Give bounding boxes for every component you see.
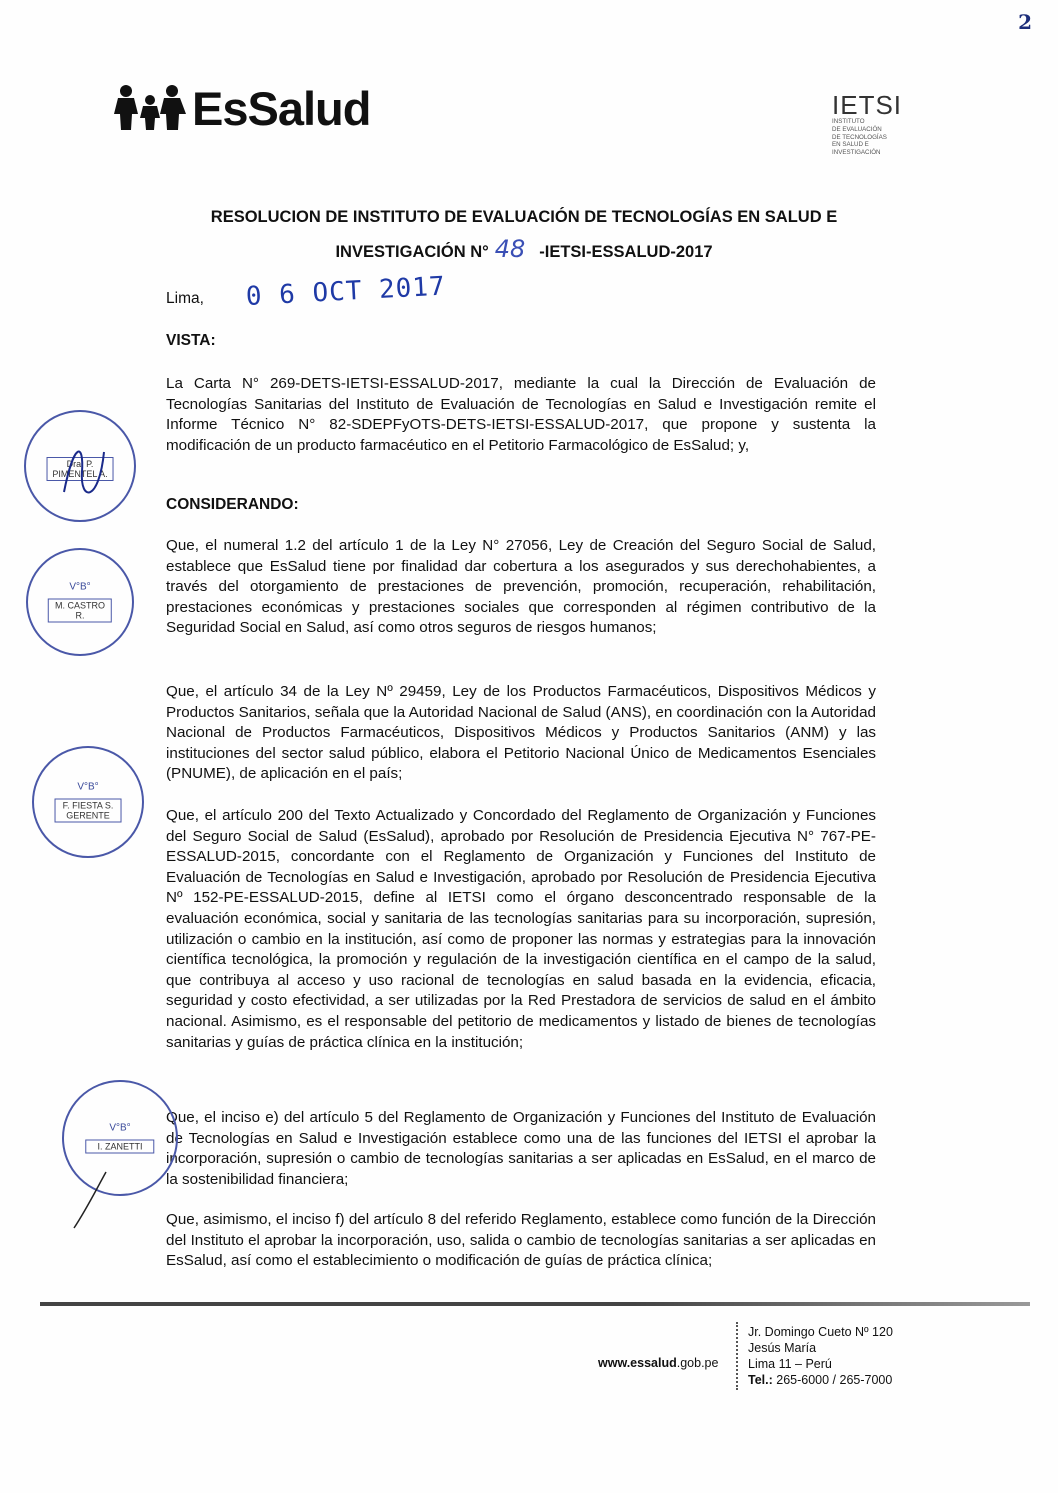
date-stamp: 0 6 OCT 2017 (245, 271, 447, 312)
stamp-vb: V°B° (109, 1122, 131, 1134)
stamp-name: F. FIESTA S. GERENTE (55, 799, 122, 823)
signature-mark (66, 1170, 116, 1230)
essalud-logo (112, 82, 371, 135)
address-line: Lima 11 – Perú (748, 1357, 832, 1371)
phone-value: 265-6000 / 265-7000 (772, 1373, 893, 1387)
stamp-vb: V°B° (77, 781, 99, 793)
ietsi-subtitle-line: INVESTIGACIÓN (832, 149, 881, 156)
ietsi-subtitle-line: DE TECNOLOGÍAS (832, 133, 887, 141)
considerando-heading: CONSIDERANDO: (166, 496, 299, 513)
place-label: Lima, (166, 290, 204, 307)
stamp-vb: V°B° (69, 581, 91, 593)
footer-divider-line (40, 1302, 1030, 1306)
ietsi-subtitle (832, 118, 907, 157)
page-number: 2 (1018, 10, 1032, 34)
website-link[interactable] (598, 1356, 718, 1370)
website-bold: www.essalud (598, 1356, 677, 1370)
ietsi-subtitle-line: EN SALUD E (832, 141, 869, 149)
stamp-name: M. CASTRO R. (48, 599, 112, 623)
paragraph-inciso-f: Que, asimismo, el inciso f) del artículo 8 del referido Reglamento, establece como función de la Dirección del Instituto el aprobar la incorporación, uso, salida o cambio de tecnologías sanitarias a ser aplicadas en EsSalud, así como el establecimiento o modificación de guías de práctica clínica; (166, 1211, 876, 1270)
paragraph-inciso-e: Que, el inciso e) del artículo 5 del Reglamento de Organización y Funciones del Instituto de Evaluación de Tecnologías en Salud e Investigación establece como una de las funciones del IETSI el aprobar la incorporación, supresión o cambio de tecnologías sanitarias a ser aplicadas en EsSalud, en el marco de la sostenibilidad financiera; (166, 1109, 876, 1188)
address-line: Jesús María (748, 1341, 817, 1355)
stamp-name: Dra. P. PIMENTEL A. (47, 457, 114, 481)
signature-mark (54, 432, 114, 512)
stamp-name: I. ZANETTI (85, 1140, 154, 1154)
phone-label: Tel.: (748, 1373, 773, 1387)
paragraph-ley-29459: Que, el artículo 34 de la Ley Nº 29459, Ley de los Productos Farmacéuticos, Dispositivos Médicos y Productos Sanitarios, señala que la Autoridad Nacional de Salud (ANS), en coordinación con la Autoridad Nacional de Productos Farmacéuticos, Dispositivos Médicos y Productos Sanitarios (ANM) y las instituciones del sector salud público, elabora el Petitorio Nacional Único de Medicamentos Esenciales (PNUME), de aplicación en el país; (166, 683, 876, 783)
ietsi-subtitle-line: DE EVALUACIÓN (832, 125, 882, 133)
title-suffix: -IETSI-ESSALUD-2017 (539, 243, 713, 261)
title-prefix: INVESTIGACIÓN N° (335, 243, 489, 261)
resolution-title-line1: RESOLUCION DE INSTITUTO DE EVALUACIÓN DE TECNOLOGÍAS EN SALUD E (210, 208, 838, 226)
address-line: Jr. Domingo Cueto Nº 120 (748, 1325, 893, 1339)
resolution-number: 48 (494, 235, 526, 263)
paragraph-ley-27056: Que, el numeral 1.2 del artículo 1 de la Ley N° 27056, Ley de Creación del Seguro Social de Salud, establece que EsSalud tiene por finalidad dar cobertura a los asegurados y sus derechohabientes, a través del otorgamiento de prestaciones de prevención, promoción, recuperación, rehabilitación, prestaciones económicas y prestaciones sociales que corresponden al régimen contributivo de la Seguridad Social en Salud, así como otros seguros de riesgos humanos; (166, 537, 876, 637)
footer-separator (736, 1322, 738, 1390)
resolution-title-line2 (160, 234, 888, 267)
family-icon (112, 84, 188, 132)
vista-paragraph: La Carta N° 269-DETS-IETSI-ESSALUD-2017, mediante la cual la Dirección de Evaluación de Tecnologías Sanitarias del Instituto de Evaluación de Tecnologías en Salud e Investigación remite el Informe Técnico N° 82-SDEPFyOTS-DETS-IETSI-ESSALUD-2017, que propone y sustenta la modificación de un producto farmacéutico en el Petitorio Farmacológico de EsSalud; y, (166, 375, 876, 454)
ietsi-name: IETSI (832, 90, 903, 120)
paragraph-articulo-200: Que, el artículo 200 del Texto Actualizado y Concordado del Reglamento de Organización y Funciones del Seguro Social de Salud (EsSalud), aprobado por Resolución de Presidencia Ejecutiva N° 767-PE-ESSALUD-2015, concordante con el Reglamento de Organización y Funciones del Instituto de Evaluación de Tecnologías en Salud e Investigación, aprobado por Resolución de Presidencia Ejecutiva Nº 152-PE-ESSALUD-2015, define al IETSI como el órgano desconcentrado responsable de la evaluación económica, social y sanitaria de las tecnologías sanitarias para su incorporación, supresión, utilización o cambio en la institución, así como de proponer las normas y estrategias para la innovación científica tecnológica, la promoción y regulación de la investigación científica en el campo de la salud, que contribuya al acceso y uso racional de tecnologías en salud basada en la evidencia, eficacia, seguridad y costo efectividad, a ser utilizadas por la Red Prestadora de servicios de salud en el ámbito nacional. Asimismo, es el responsable del petitorio de medicamentos y listado de bienes de tecnologías sanitarias y guías de práctica clínica en la institución; (166, 807, 876, 1051)
approval-stamp (26, 548, 134, 656)
vista-heading: VISTA: (166, 332, 216, 349)
approval-stamp (32, 746, 144, 858)
essalud-brand: EsSalud (192, 82, 371, 135)
ietsi-logo (832, 92, 907, 157)
footer-address (748, 1324, 893, 1388)
phone-line (748, 1372, 893, 1388)
website-domain: .gob.pe (676, 1356, 719, 1370)
ietsi-subtitle-line: INSTITUTO (832, 118, 865, 125)
